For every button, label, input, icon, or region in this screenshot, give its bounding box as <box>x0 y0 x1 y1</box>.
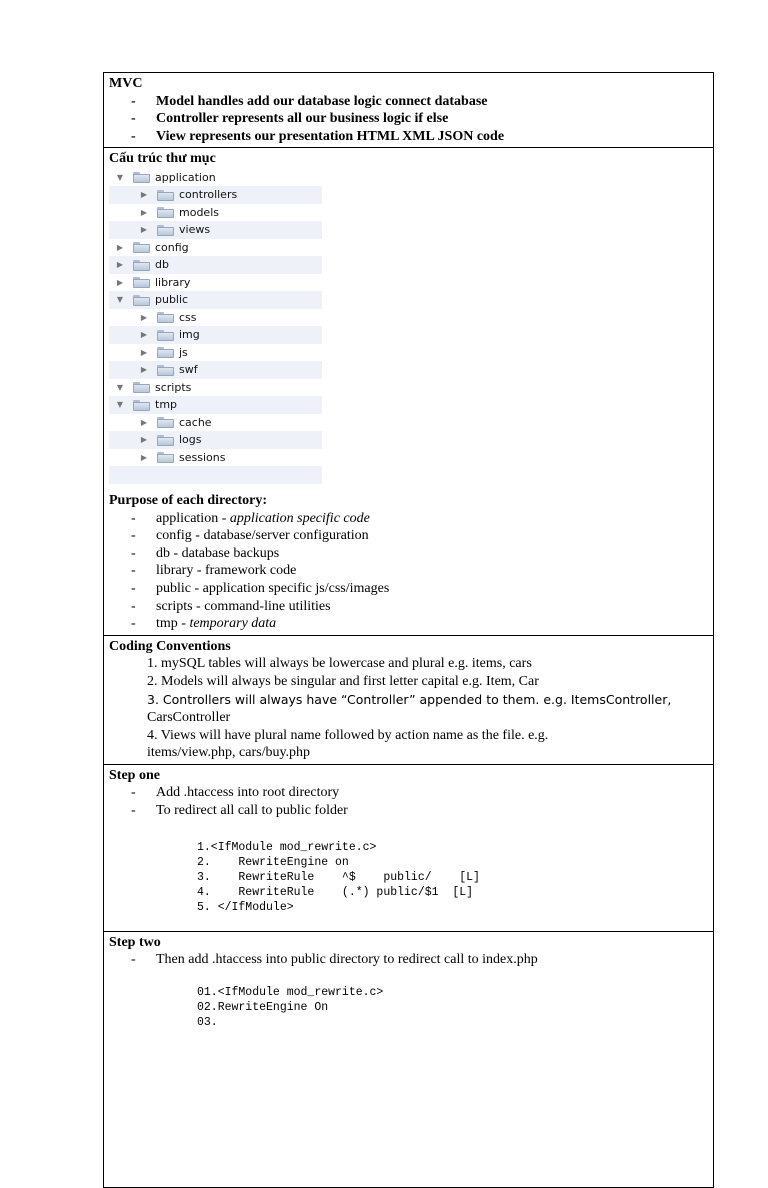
purpose-desc: application specific code <box>229 510 370 526</box>
purpose-desc: command-line utilities <box>204 598 331 614</box>
tree-item-label: tmp <box>155 398 178 412</box>
purpose-dir: config - <box>156 528 204 544</box>
tree-item-cache[interactable] <box>109 414 322 432</box>
tree-item-views[interactable] <box>109 221 322 239</box>
convention-3 <box>109 691 708 710</box>
tree-empty-row <box>109 466 322 484</box>
folder-tree <box>109 169 322 467</box>
convention-4: 4. Views will have plural name followed by action name as the file. e.g. <box>147 727 549 743</box>
tree-item-application[interactable] <box>109 169 322 187</box>
disclosure-closed-icon[interactable]: ▶ <box>140 190 148 200</box>
tree-item-label: db <box>155 258 169 272</box>
purpose-desc: database/server configuration <box>203 528 369 544</box>
convention-3-line-1: 3. Controllers will always have “Controller” appended to them. e.g. ItemsController, <box>147 691 672 707</box>
structure-title: Cấu trúc thư mục <box>109 151 216 167</box>
tree-item-css[interactable] <box>109 309 322 327</box>
tree-item-config[interactable] <box>109 239 322 257</box>
list-item <box>109 562 708 580</box>
purpose-desc: temporary data <box>189 616 277 632</box>
tree-item-db[interactable] <box>109 256 322 274</box>
disclosure-closed-icon[interactable]: ▶ <box>140 435 148 445</box>
tree-item-label: models <box>179 205 219 219</box>
tree-item-label: js <box>179 345 188 359</box>
tree-item-public[interactable] <box>109 291 322 309</box>
disclosure-closed-icon[interactable]: ▶ <box>140 365 148 375</box>
tree-item-label: scripts <box>155 380 192 394</box>
purpose-dir: application - <box>156 510 230 526</box>
list-item <box>109 545 708 563</box>
disclosure-closed-icon[interactable]: ▶ <box>140 347 148 357</box>
mvc-section <box>104 73 713 148</box>
convention-4-cont: items/view.php, cars/buy.php <box>147 745 311 761</box>
tree-item-label: library <box>155 275 191 289</box>
list-item: - Add .htaccess into root directory <box>109 784 708 802</box>
conventions-section <box>104 636 713 765</box>
step-two-code: 01.<IfModule mod_rewrite.c> 02.RewriteEngine On 03. <box>197 985 384 1029</box>
folder-icon <box>157 190 174 201</box>
mvc-list <box>109 93 708 146</box>
list-item: - Then add .htaccess into public directory to redirect call to index.php <box>109 951 708 969</box>
tree-item-label: views <box>179 223 211 237</box>
disclosure-open-icon[interactable]: ▼ <box>116 400 124 410</box>
step-one-section <box>104 765 713 932</box>
folder-icon <box>157 365 174 376</box>
list-item <box>109 510 708 528</box>
folder-icon <box>157 207 174 218</box>
disclosure-closed-icon[interactable]: ▶ <box>140 312 148 322</box>
folder-icon <box>133 172 150 183</box>
list-item: - View represents our presentation HTML XML JSON code <box>109 128 708 146</box>
folder-icon <box>133 400 150 411</box>
tree-item-label: controllers <box>179 188 238 202</box>
folder-icon <box>157 312 174 323</box>
convention-3-cont: CarsController <box>147 710 231 726</box>
step-two-list <box>109 951 708 969</box>
folder-icon <box>157 417 174 428</box>
purpose-dir: library - <box>156 563 205 579</box>
tree-item-label: sessions <box>179 450 226 464</box>
disclosure-closed-icon[interactable]: ▶ <box>140 330 148 340</box>
tree-item-label: application <box>155 170 216 184</box>
disclosure-closed-icon[interactable]: ▶ <box>116 242 124 252</box>
disclosure-closed-icon[interactable]: ▶ <box>116 277 124 287</box>
folder-icon <box>157 347 174 358</box>
step-one-list <box>109 784 708 819</box>
step-two-title: Step two <box>109 934 161 950</box>
convention-2: 2. Models will always be singular and first letter capital e.g. Item, Car <box>147 673 539 689</box>
disclosure-open-icon[interactable]: ▼ <box>116 295 124 305</box>
list-item: - To redirect all call to public folder <box>109 802 708 820</box>
tree-item-img[interactable] <box>109 326 322 344</box>
purpose-desc: framework code <box>204 563 297 579</box>
folder-icon <box>133 382 150 393</box>
tree-item-library[interactable] <box>109 274 322 292</box>
tree-item-swf[interactable] <box>109 361 322 379</box>
disclosure-closed-icon[interactable]: ▶ <box>140 452 148 462</box>
step-one-code: 1.<IfModule mod_rewrite.c> 2. RewriteEngine on 3. RewriteRule ^$ public/ [L] 4. RewriteRule (.*) public/$1 [L] 5. </IfModule> <box>197 840 480 914</box>
mvc-title: MVC <box>109 76 143 91</box>
disclosure-closed-icon[interactable]: ▶ <box>140 207 148 217</box>
disclosure-open-icon[interactable]: ▼ <box>116 172 124 182</box>
purpose-dir: scripts - <box>156 598 205 614</box>
list-item: - Controller represents all our business logic if else <box>109 110 708 128</box>
purpose-dir: tmp - <box>156 616 190 632</box>
tree-item-label: config <box>155 240 189 254</box>
document-table <box>103 72 714 1188</box>
list-item <box>109 598 708 616</box>
tree-item-label: logs <box>179 433 202 447</box>
folder-icon <box>133 277 150 288</box>
disclosure-closed-icon[interactable]: ▶ <box>140 417 148 427</box>
step-one-title: Step one <box>109 767 160 783</box>
step-two-section <box>104 932 713 1187</box>
folder-icon <box>133 260 150 271</box>
purpose-desc: application specific js/css/images <box>202 580 390 596</box>
conventions-title: Coding Conventions <box>109 638 231 654</box>
purpose-list <box>109 510 708 633</box>
list-item <box>109 615 708 633</box>
folder-icon <box>157 225 174 236</box>
tree-item-controllers[interactable] <box>109 186 322 204</box>
tree-item-label: swf <box>179 363 198 377</box>
purpose-dir: db - <box>156 545 182 561</box>
structure-section <box>104 148 713 635</box>
tree-item-label: public <box>155 293 189 307</box>
purpose-title: Purpose of each directory: <box>109 492 267 508</box>
purpose-dir: public - <box>156 580 203 596</box>
list-item <box>109 580 708 598</box>
tree-item-scripts[interactable] <box>109 379 322 397</box>
disclosure-open-icon[interactable]: ▼ <box>116 382 124 392</box>
purpose-desc: database backups <box>181 545 280 561</box>
folder-icon <box>157 435 174 446</box>
folder-icon <box>157 452 174 463</box>
tree-item-label: cache <box>179 415 212 429</box>
folder-icon <box>133 295 150 306</box>
folder-icon <box>133 242 150 253</box>
tree-item-js[interactable] <box>109 344 322 362</box>
folder-icon <box>157 330 174 341</box>
tree-item-label: img <box>179 328 200 342</box>
disclosure-closed-icon[interactable]: ▶ <box>140 225 148 235</box>
tree-item-label: css <box>179 310 197 324</box>
convention-1: 1. mySQL tables will always be lowercase and plural e.g. items, cars <box>147 656 532 672</box>
tree-item-tmp[interactable] <box>109 396 322 414</box>
disclosure-closed-icon[interactable]: ▶ <box>116 260 124 270</box>
tree-item-sessions[interactable] <box>109 449 322 467</box>
tree-item-models[interactable] <box>109 204 322 222</box>
tree-item-logs[interactable] <box>109 431 322 449</box>
list-item <box>109 527 708 545</box>
list-item: - Model handles add our database logic connect database <box>109 93 708 111</box>
